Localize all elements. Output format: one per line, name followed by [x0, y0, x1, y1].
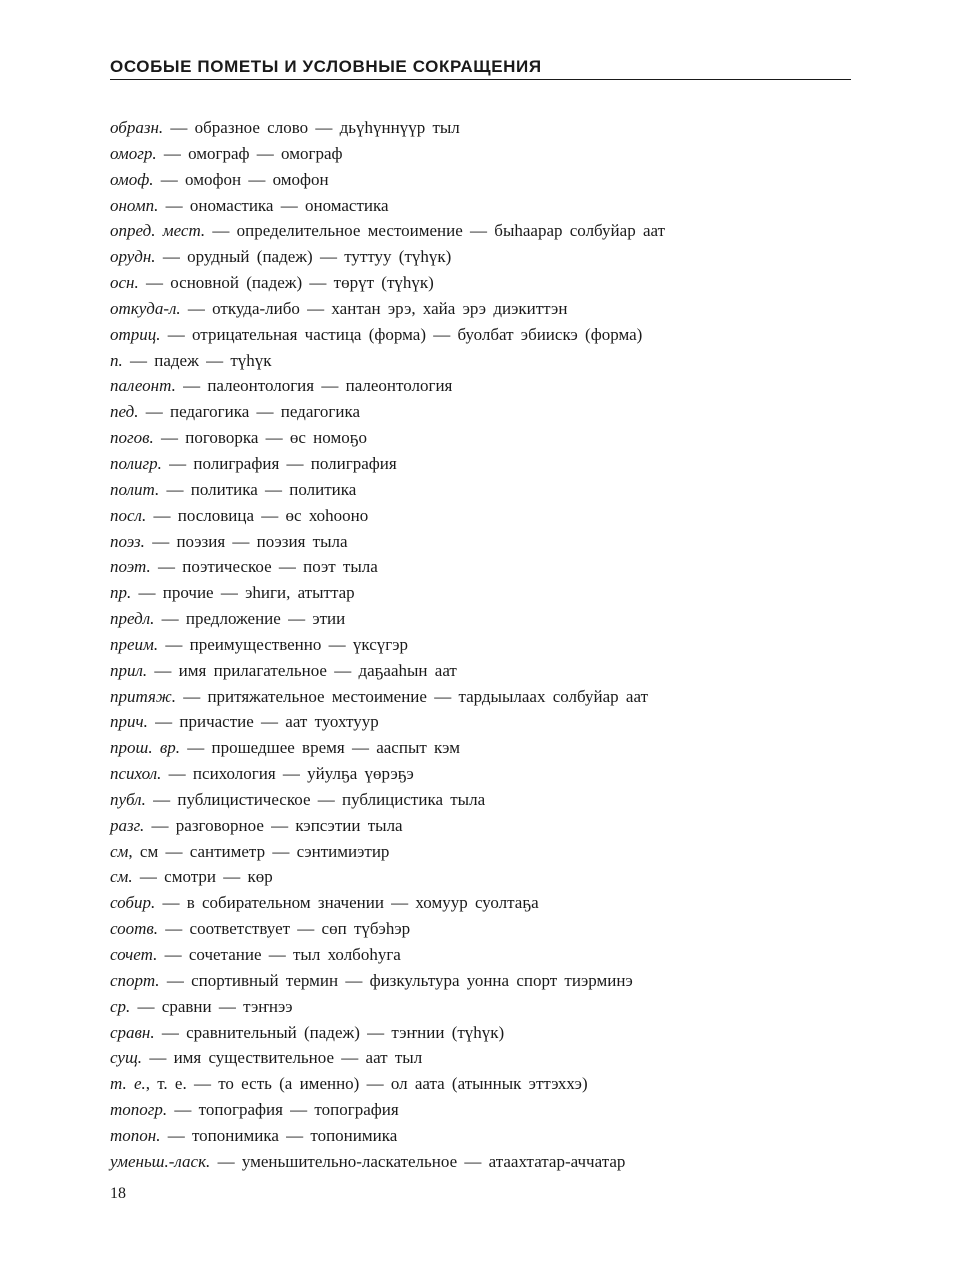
abbreviation-term: погов. — [110, 428, 154, 448]
abbreviation-definition: , см — сантиметр — сэнтимиэтир — [128, 841, 390, 861]
abbreviation-entry — [110, 942, 850, 968]
abbreviation-term: палеонт. — [110, 376, 176, 396]
abbreviation-definition: — психология — уйулҕа үөрэҕэ — [161, 764, 414, 784]
abbreviation-definition: — сравнительный (падеж) — тэҥнии (түһүк) — [154, 1022, 505, 1042]
abbreviation-term: сочет. — [110, 945, 158, 964]
abbreviation-entry — [110, 296, 850, 322]
abbreviation-term: откуда-л. — [110, 298, 181, 318]
page-number: 18 — [110, 1185, 126, 1202]
abbreviation-term: полит. — [110, 479, 160, 499]
abbreviation-definition: — спортивный термин — физкультура уонна спорт тиэрминэ — [159, 970, 633, 990]
abbreviation-entry — [110, 787, 850, 813]
abbreviation-entry — [110, 1149, 850, 1175]
abbreviation-entry — [110, 348, 850, 374]
abbreviation-entry — [110, 244, 850, 270]
abbreviation-term: поэз. — [110, 531, 145, 551]
abbreviation-definition: — орудный (падеж) — туттуу (түһүк) — [155, 247, 452, 267]
abbreviation-definition: — поговорка — өс номоҕо — [153, 428, 367, 448]
abbreviation-term: осн. — [110, 273, 139, 293]
abbreviation-entry — [110, 425, 850, 451]
abbreviation-term: прош. вр. — [110, 738, 180, 758]
abbreviation-term: ономп. — [110, 195, 159, 215]
abbreviation-definition: — разговорное — кэпсэтии тыла — [144, 815, 403, 835]
abbreviation-definition: — педагогика — педагогика — [138, 402, 361, 422]
abbreviation-term: пр. — [110, 583, 132, 603]
abbreviation-definition: — палеонтология — палеонтология — [175, 376, 453, 396]
abbreviation-term: омогр. — [110, 143, 157, 163]
abbreviation-term: притяж. — [110, 686, 176, 706]
abbreviation-term: посл. — [110, 505, 147, 525]
abbreviation-definition: — публицистическое — публицистика тыла — [145, 789, 486, 809]
abbreviation-term: пед. — [110, 402, 139, 422]
abbreviation-entry — [110, 1097, 850, 1123]
abbreviation-term: преим. — [110, 634, 159, 654]
abbreviation-term: поэт. — [110, 557, 151, 577]
abbreviation-term: полигр. — [110, 453, 162, 473]
abbreviation-term: ср. — [110, 996, 131, 1016]
abbreviation-definition: — откуда-либо — хантан эрэ, хайа эрэ диэкиттэн — [180, 298, 568, 318]
abbreviation-entry — [110, 709, 850, 735]
abbreviation-term: прил. — [110, 660, 148, 680]
abbreviation-entry — [110, 167, 850, 193]
abbreviation-term: п. — [110, 350, 123, 370]
abbreviation-entry — [110, 554, 850, 580]
abbreviation-entry — [110, 864, 850, 890]
abbreviation-entry — [110, 658, 850, 684]
abbreviation-definition: — предложение — этии — [154, 609, 346, 629]
abbreviation-term: спорт. — [110, 970, 160, 990]
abbreviation-entry — [110, 399, 850, 425]
abbreviation-definition: — основной (падеж) — төрүт (түһүк) — [138, 273, 434, 293]
abbreviation-definition: — ономастика — ономастика — [158, 195, 389, 215]
abbreviation-term: собир. — [110, 893, 156, 913]
abbreviation-entry — [110, 968, 850, 994]
abbreviation-entry — [110, 477, 850, 503]
abbreviation-entry — [110, 503, 850, 529]
abbreviation-definition: — поэзия — поэзия тыла — [144, 531, 348, 551]
abbreviation-term: сравн. — [110, 1022, 155, 1042]
abbreviation-definition: — смотри — көр — [132, 867, 273, 887]
abbreviation-definition: — притяжательное местоимение — тардыылаах солбуйар аат — [175, 686, 649, 706]
abbreviation-term: т. е. — [110, 1074, 146, 1094]
abbreviation-definition: — имя прилагательное — даҕааһын аат — [147, 660, 457, 680]
abbreviation-term: уменьш.-ласк. — [110, 1151, 211, 1171]
abbreviation-entry — [110, 606, 850, 632]
abbreviation-term: топогр. — [110, 1100, 168, 1120]
abbreviation-entry — [110, 735, 850, 761]
abbreviation-definition: — образное слово — дьүһүннүүр тыл — [163, 118, 460, 137]
abbreviation-entry — [110, 1045, 850, 1071]
abbreviation-definition: — отрицательная частица (форма) — буолбат эбиискэ (форма) — [160, 324, 643, 344]
abbreviation-term: сущ. — [110, 1048, 143, 1068]
abbreviation-term: опред. мест. — [110, 221, 206, 241]
abbreviation-definition: — сочетание — тыл холбоһуга — [157, 945, 401, 964]
abbreviation-term: прич. — [110, 712, 148, 732]
abbreviation-entry — [110, 684, 850, 710]
abbreviation-definition: , т. е. — то есть (а именно) — ол аата (атыннык эттэххэ) — [145, 1074, 588, 1094]
abbreviation-definition: — в собирательном значении — хомуур суолтаҕа — [155, 893, 539, 913]
running-header: ОСОБЫЕ ПОМЕТЫ И УСЛОВНЫЕ СОКРАЩЕНИЯ — [110, 57, 542, 76]
abbreviation-term: разг. — [110, 815, 145, 835]
abbreviation-entry — [110, 1071, 850, 1097]
abbreviation-entry — [110, 813, 850, 839]
abbreviation-entry — [110, 839, 850, 865]
abbreviation-term: орудн. — [110, 247, 156, 267]
abbreviation-entry — [110, 115, 850, 141]
abbreviation-definition: — топонимика — топонимика — [160, 1125, 398, 1145]
abbreviation-definition: — причастие — аат туохтуур — [147, 712, 379, 732]
abbreviation-entry — [110, 529, 850, 555]
abbreviation-definition: — омофон — омофон — [153, 169, 329, 189]
abbreviation-term: образн. — [110, 118, 164, 137]
abbreviation-definition: — прошедшее время — ааспыт кэм — [179, 738, 460, 758]
abbreviation-entry — [110, 373, 850, 399]
abbreviation-entry — [110, 580, 850, 606]
abbreviation-term: см. — [110, 867, 133, 887]
abbreviation-entry — [110, 1020, 850, 1046]
abbreviation-entry — [110, 218, 850, 244]
abbreviation-definition: — соответствует — сөп түбэһэр — [158, 919, 411, 939]
abbreviation-entry — [110, 270, 850, 296]
abbreviation-definition: — имя существительное — аат тыл — [142, 1048, 423, 1068]
abbreviation-entry — [110, 890, 850, 916]
abbreviation-entry — [110, 193, 850, 219]
abbreviation-definition: — политика — политика — [159, 479, 357, 499]
abbreviation-entry — [110, 994, 850, 1020]
abbreviation-term: омоф. — [110, 169, 154, 189]
abbreviation-term: предл. — [110, 609, 155, 629]
abbreviation-term: публ. — [110, 789, 146, 809]
abbreviation-term: отриц. — [110, 324, 161, 344]
abbreviation-definition: — определительное местоимение — быһаарар солбуйар аат — [205, 221, 666, 241]
abbreviation-definition: — поэтическое — поэт тыла — [150, 557, 378, 577]
abbreviation-entry — [110, 632, 850, 658]
abbreviation-entry — [110, 141, 850, 167]
abbreviation-definition: — прочие — эһиги, атыттар — [131, 583, 355, 603]
abbreviation-list — [110, 115, 850, 1175]
abbreviation-definition: — сравни — тэҥнээ — [130, 996, 293, 1016]
abbreviation-term: соотв. — [110, 919, 159, 939]
abbreviation-definition: — пословица — өс хоһооно — [146, 505, 369, 525]
abbreviation-definition: — преимущественно — үксүгэр — [158, 634, 409, 654]
header-rule — [110, 79, 851, 80]
abbreviation-definition: — падеж — түһүк — [122, 350, 272, 370]
abbreviation-term: см — [110, 841, 129, 861]
abbreviation-entry — [110, 761, 850, 787]
abbreviation-definition: — топография — топография — [167, 1100, 399, 1120]
abbreviation-definition: — омограф — омограф — [156, 143, 343, 163]
abbreviation-entry — [110, 916, 850, 942]
abbreviation-term: топон. — [110, 1125, 161, 1145]
abbreviation-term: психол. — [110, 764, 162, 784]
abbreviation-definition: — полиграфия — полиграфия — [161, 453, 397, 473]
abbreviation-entry — [110, 451, 850, 477]
abbreviation-entry — [110, 322, 850, 348]
abbreviation-definition: — уменьшительно-ласкательное — атаахтатар-аччатар — [210, 1151, 626, 1171]
abbreviation-entry — [110, 1123, 850, 1149]
